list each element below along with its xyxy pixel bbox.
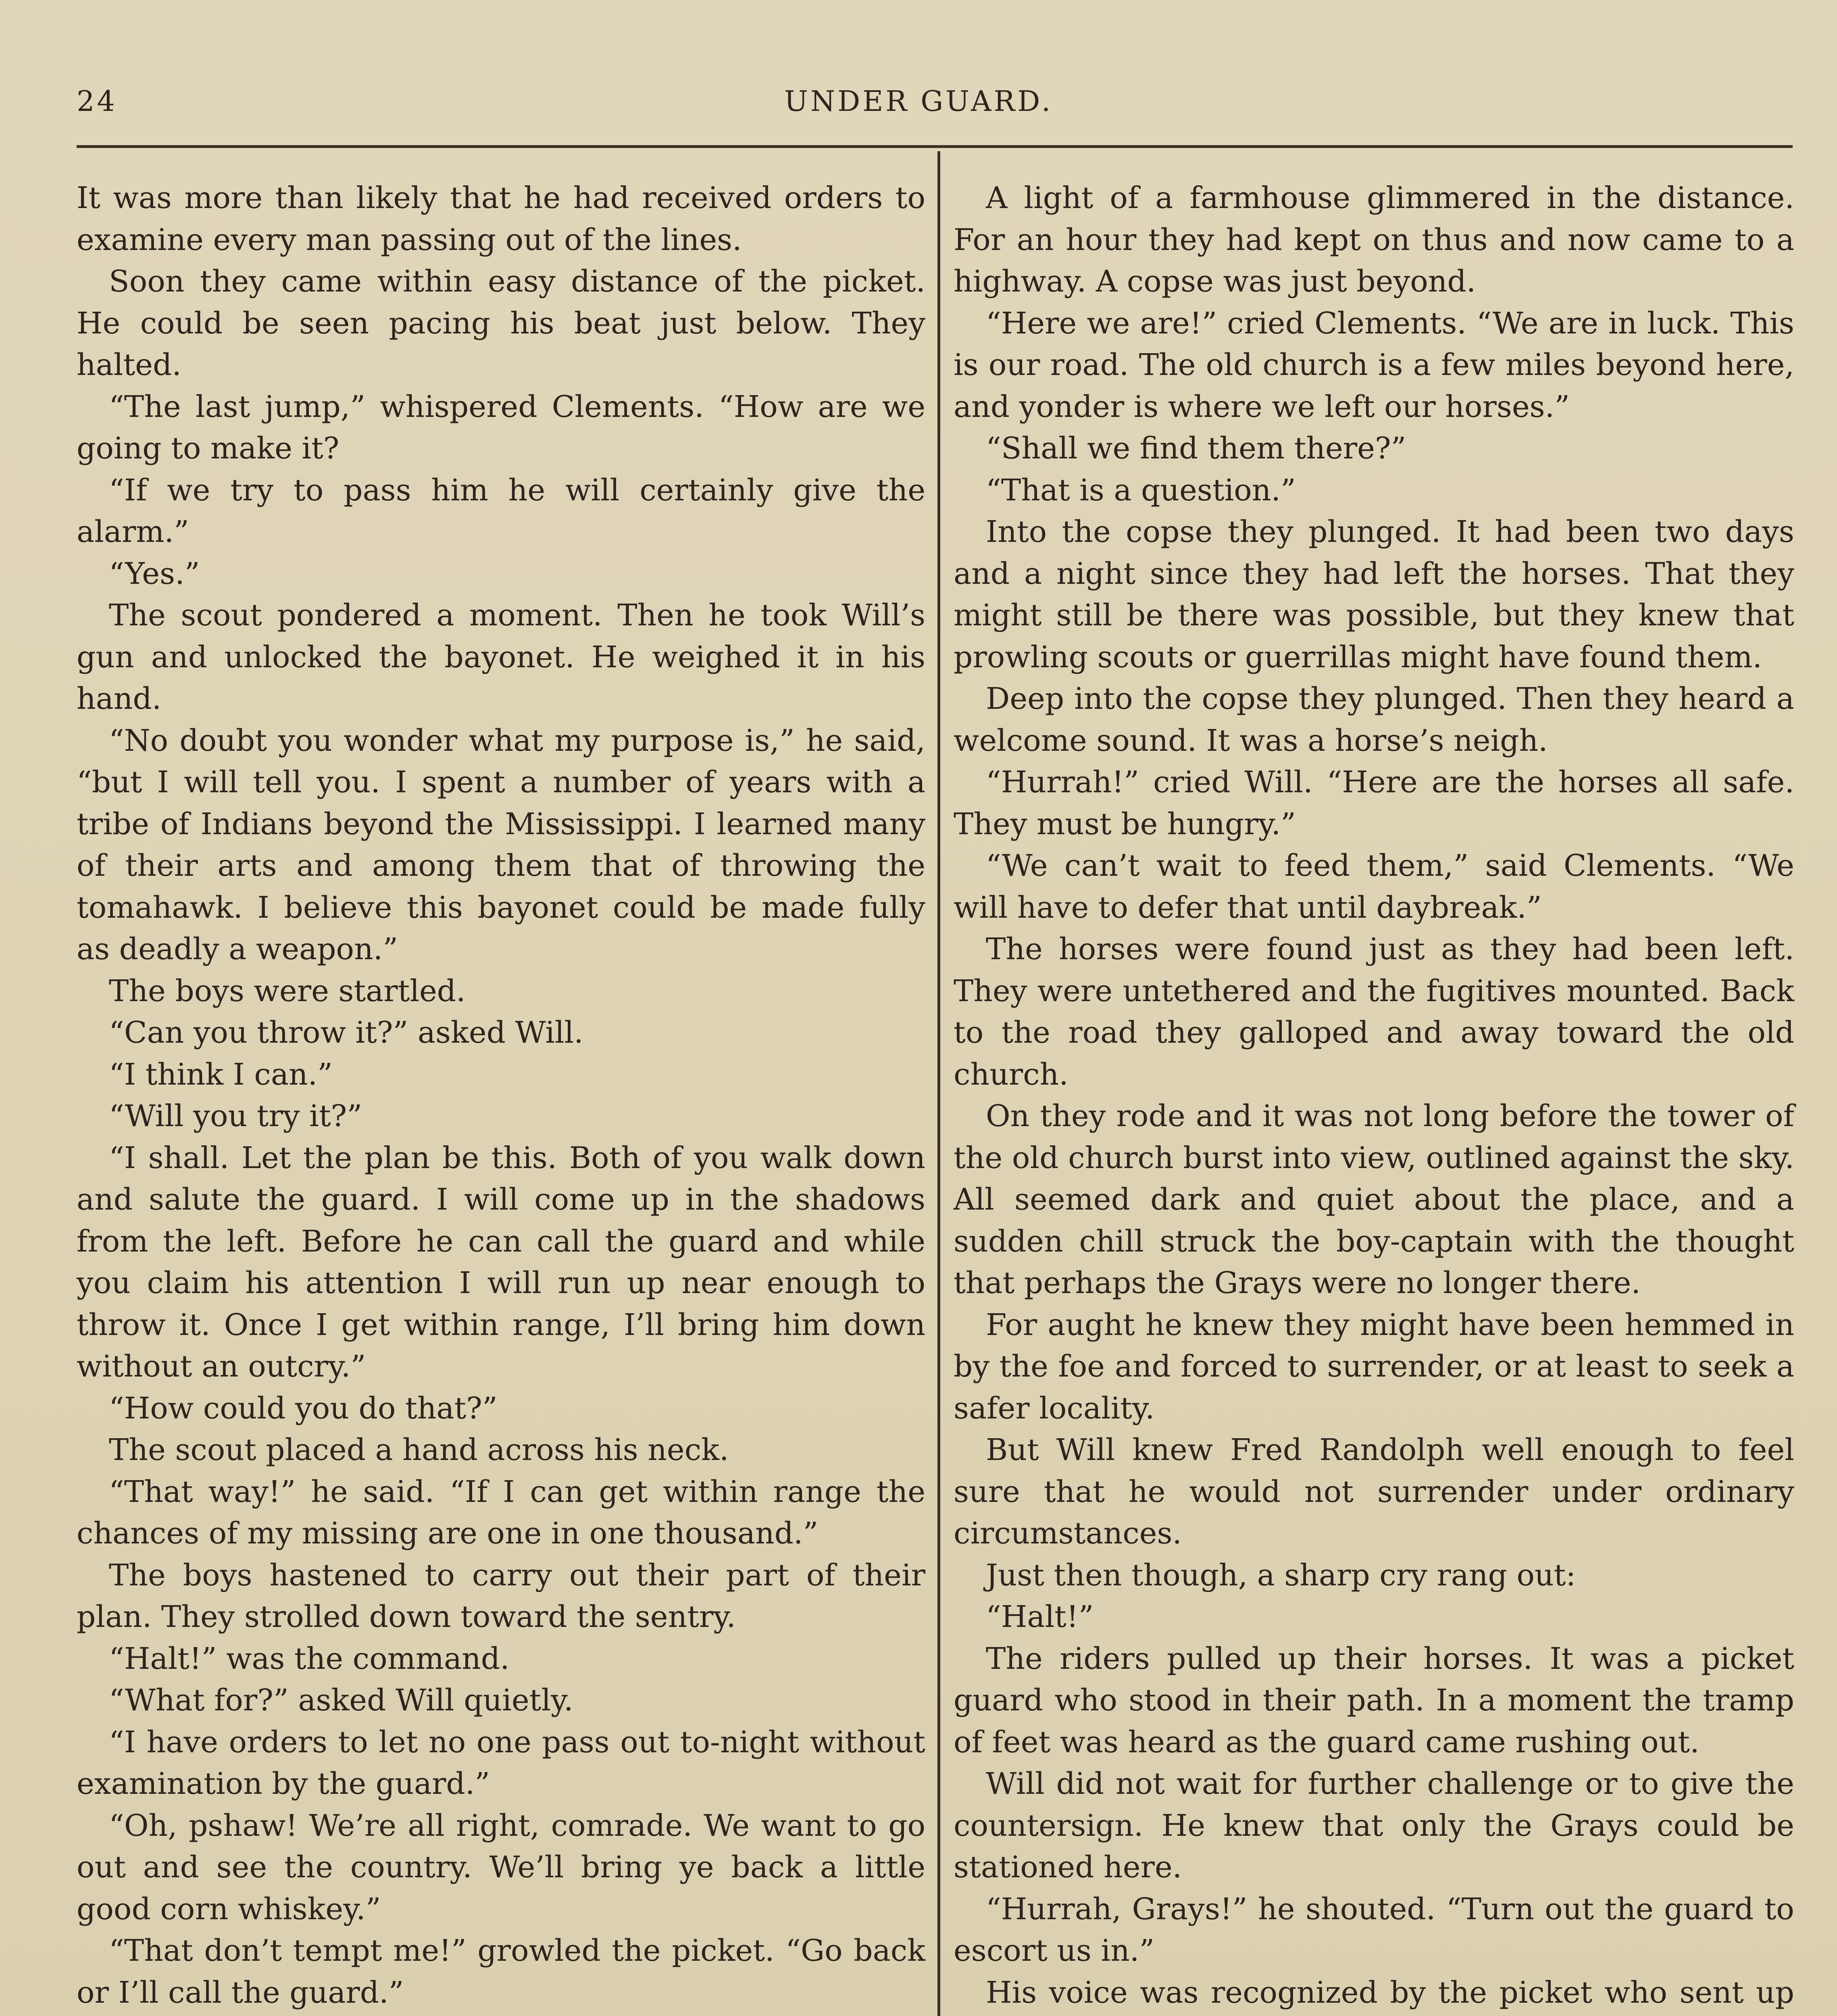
paragraph: His voice was recognized by the picket who sent up — [986, 1975, 1794, 2010]
paragraph: A light of a farmhouse glimmered in the distance. For an hour they had kept on thus and now came to a highway. A copse was just beyond. — [954, 181, 1794, 299]
paragraph: The scout pondered a moment. Then he took Will’s gun and unlocked the bayonet. He weighed it in his hand. — [77, 598, 925, 716]
paragraph — [77, 2014, 925, 2016]
paragraph: The boys hastened to carry out their part of their plan. They strolled down toward the sentry. — [77, 1558, 925, 1634]
paragraph: “Oh, pshaw! We’re all right, comrade. We want to go out and see the country. We’ll bring ye back a little good corn whiskey.” — [77, 1808, 925, 1926]
paragraph: “Yes.” — [109, 556, 200, 591]
paragraph: The boys were startled. — [109, 973, 466, 1008]
paragraph: “That is a question.” — [986, 473, 1296, 508]
paragraph: “We can’t wait to feed them,” said Clements. “We will have to defer that until daybreak.” — [954, 848, 1794, 925]
right-column — [954, 177, 1794, 2016]
paragraph: “What for?” asked Will quietly. — [109, 1683, 573, 1718]
paragraph: “Can you throw it?” asked Will. — [109, 1015, 583, 1050]
paragraph: “How could you do that?” — [109, 1391, 498, 1426]
page-number: 24 — [77, 85, 118, 118]
paragraph: “Hurrah, Grays!” he shouted. “Turn out the guard to escort us in.” — [954, 1891, 1794, 1968]
header-rule — [77, 145, 1793, 148]
paragraph: The horses were found just as they had been left. They were untethered and the fugitives mounted. Back to the road they galloped and away toward the old church. — [954, 932, 1794, 1092]
left-column — [77, 177, 925, 2016]
paragraph: On they rode and it was not long before the tower of the old church burst into view, outlined against the sky. All seemed dark and quiet about the place, and a sudden chill struck the boy-captain with the thought that perhaps the Grays were no longer there. — [954, 1099, 1794, 1300]
paragraph: “That don’t tempt me!” growled the picket. “Go back or I’ll call the guard.” — [77, 1933, 925, 2010]
paragraph: “Shall we find them there?” — [986, 431, 1406, 466]
paragraph: Soon they came within easy distance of the picket. He could be seen pacing his beat just below. They halted. — [77, 264, 925, 382]
paragraph: “Halt!” — [986, 1599, 1094, 1634]
paragraph: “Hurrah!” cried Will. “Here are the horses all safe. They must be hungry.” — [954, 765, 1794, 841]
paragraph: It was more than likely that he had received orders to examine every man passing out of the lines. — [77, 181, 925, 257]
paragraph: “Will you try it?” — [109, 1099, 362, 1133]
page-header — [77, 85, 1760, 133]
paragraph: Deep into the copse they plunged. Then they heard a welcome sound. It was a horse’s neigh. — [954, 681, 1794, 758]
paragraph: “I have orders to let no one pass out to-night without examination by the guard.” — [77, 1724, 925, 1801]
paragraph: “That way!” he said. “If I can get within range the chances of my missing are one in one thousand.” — [77, 1474, 925, 1551]
paragraph: “If we try to pass him he will certainly give the alarm.” — [77, 473, 925, 549]
paragraph: Just then though, a sharp cry rang out: — [986, 1558, 1576, 1593]
paragraph: “I think I can.” — [109, 1057, 333, 1092]
paragraph: The scout placed a hand across his neck. — [109, 1433, 729, 1467]
paragraph: “Halt!” was the command. — [109, 1641, 510, 1676]
paragraph: “Here we are!” cried Clements. “We are in luck. This is our road. The old church is a few miles beyond here, and yonder is where we left our horses.” — [954, 306, 1794, 424]
paragraph: The riders pulled up their horses. It was a picket guard who stood in their path. In a moment the tramp of feet was heard as the guard came rushing out. — [954, 1641, 1794, 1760]
paragraph: Into the copse they plunged. It had been two days and a night since they had left the horses. That they might still be there was possible, but they knew that prowling scouts or guerrillas might have found them. — [954, 514, 1794, 675]
paragraph: “The last jump,” whispered Clements. “How are we going to make it? — [77, 389, 925, 466]
running-title: UNDER GUARD. — [784, 85, 1053, 118]
paragraph: “No doubt you wonder what my purpose is,” he said, “but I will tell you. I spent a number of years with a tribe of Indians beyond the Mississippi. I learned many of their arts and among them that of throwing the tomahawk. I believe this bayonet could be made fully as deadly a weapon.” — [77, 723, 925, 966]
paragraph: “I shall. Let the plan be this. Both of you walk down and salute the guard. I will come up in the shadows from the left. Before he can call the guard and while you claim his attention I will run up near enough to throw it. Once I get within range, I’ll bring him down without an outcry.” — [77, 1140, 925, 1384]
column-divider — [937, 151, 940, 2016]
paragraph: Will did not wait for further challenge or to give the countersign. He knew that only the Grays could be stationed here. — [954, 1766, 1794, 1885]
paragraph: But Will knew Fred Randolph well enough to feel sure that he would not surrender under ordinary circumstances. — [954, 1433, 1794, 1551]
paragraph: For aught he knew they might have been hemmed in by the foe and forced to surrender, or at least to seek a safer locality. — [954, 1307, 1794, 1426]
